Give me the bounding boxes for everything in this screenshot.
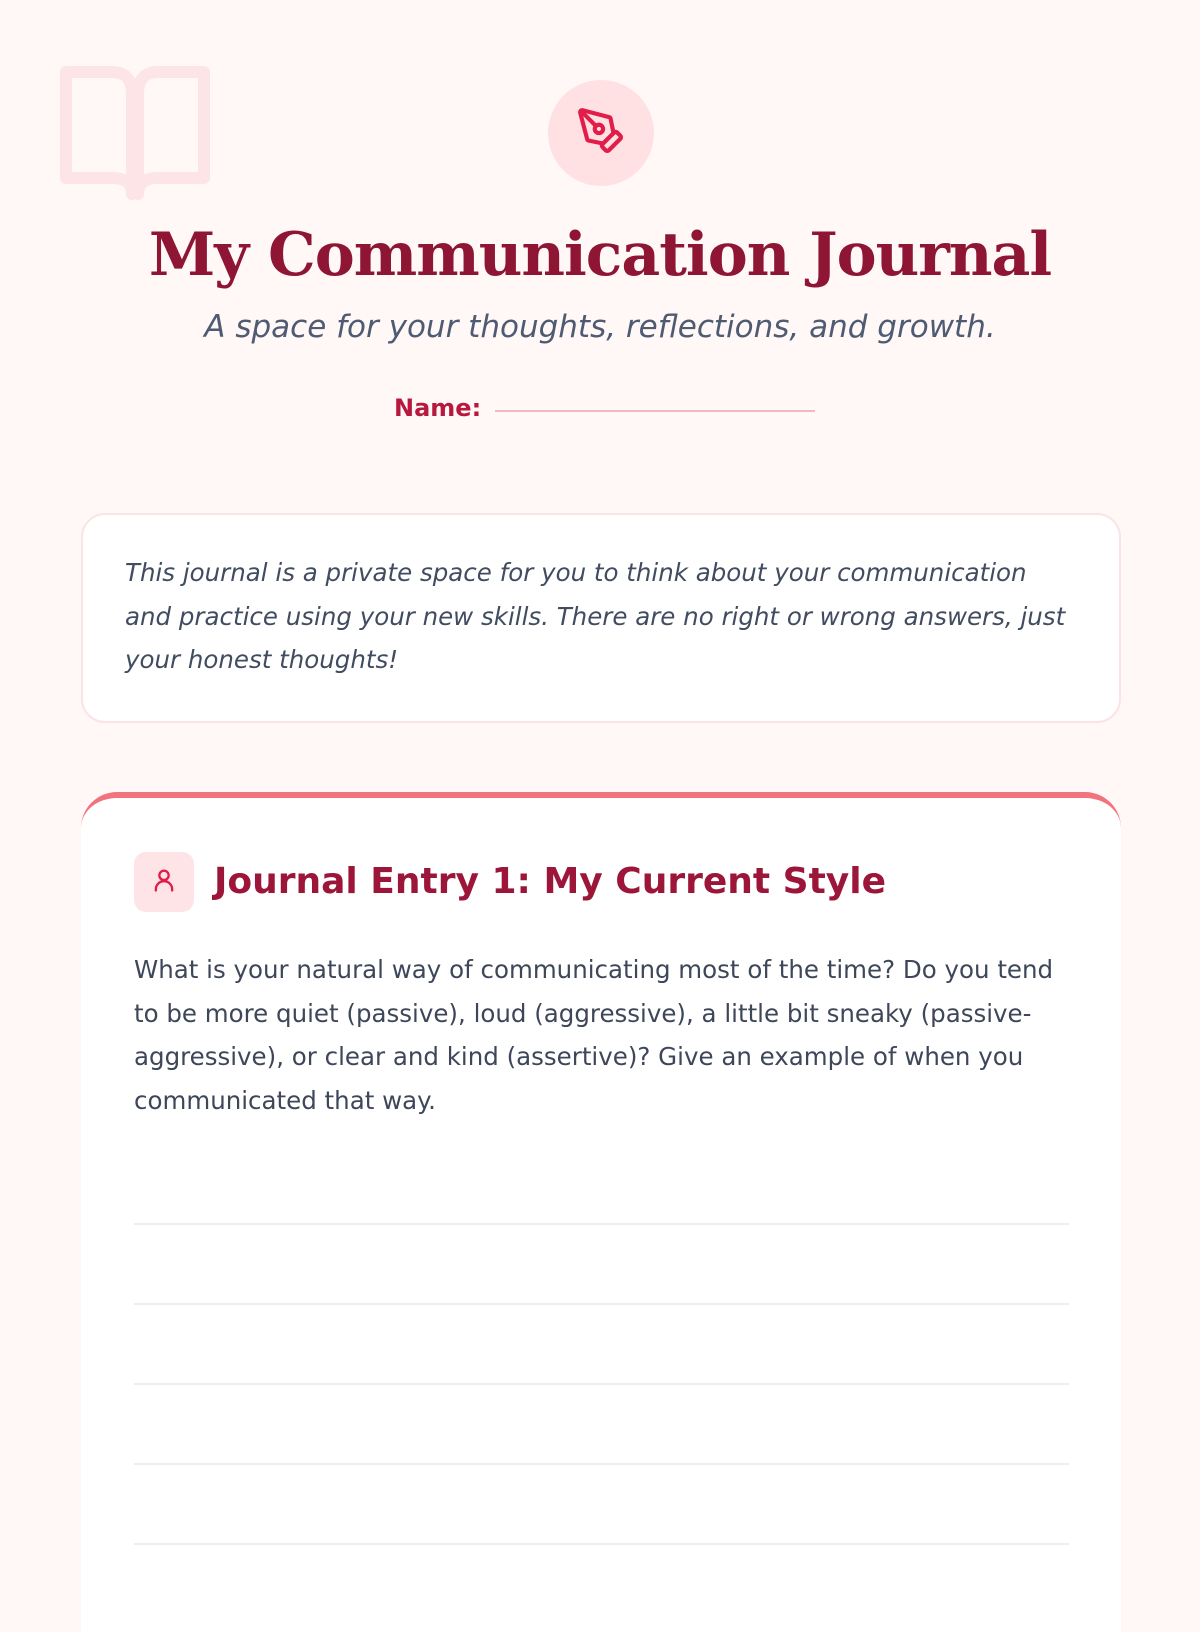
entry-header: [134, 852, 886, 912]
entry-prompt: What is your natural way of communicating most of the time? Do you tend to be more quiet (passive), loud (aggressive), a little bit sneaky (passive-aggressive), or clear and kind (assertive)? Give an example of when you communicated that way.: [134, 955, 1054, 1115]
open-book-icon: [60, 66, 210, 202]
pen-nib-icon: [576, 106, 626, 160]
entry-icon-box: [134, 852, 194, 912]
intro-card: [81, 513, 1121, 723]
intro-text: This journal is a private space for you to think about your communication and practice using your new skills. There are no right or wrong answers, just your honest thoughts!: [125, 558, 1066, 674]
page-subtitle: A space for your thoughts, reflections, and growth.: [204, 309, 996, 345]
page-title: My Communication Journal: [148, 220, 1052, 290]
pen-badge: [548, 80, 654, 186]
user-icon: [150, 866, 178, 898]
answer-line[interactable]: [134, 1223, 1069, 1225]
entry-title: Journal Entry 1: My Current Style: [214, 861, 886, 902]
journal-entry-card: [81, 792, 1121, 1632]
answer-line[interactable]: [134, 1463, 1069, 1465]
answer-line[interactable]: [134, 1383, 1069, 1385]
name-label: Name:: [394, 394, 482, 422]
name-write-line[interactable]: [495, 410, 815, 412]
name-field-row: [394, 394, 815, 422]
answer-line[interactable]: [134, 1303, 1069, 1305]
answer-line[interactable]: [134, 1543, 1069, 1545]
